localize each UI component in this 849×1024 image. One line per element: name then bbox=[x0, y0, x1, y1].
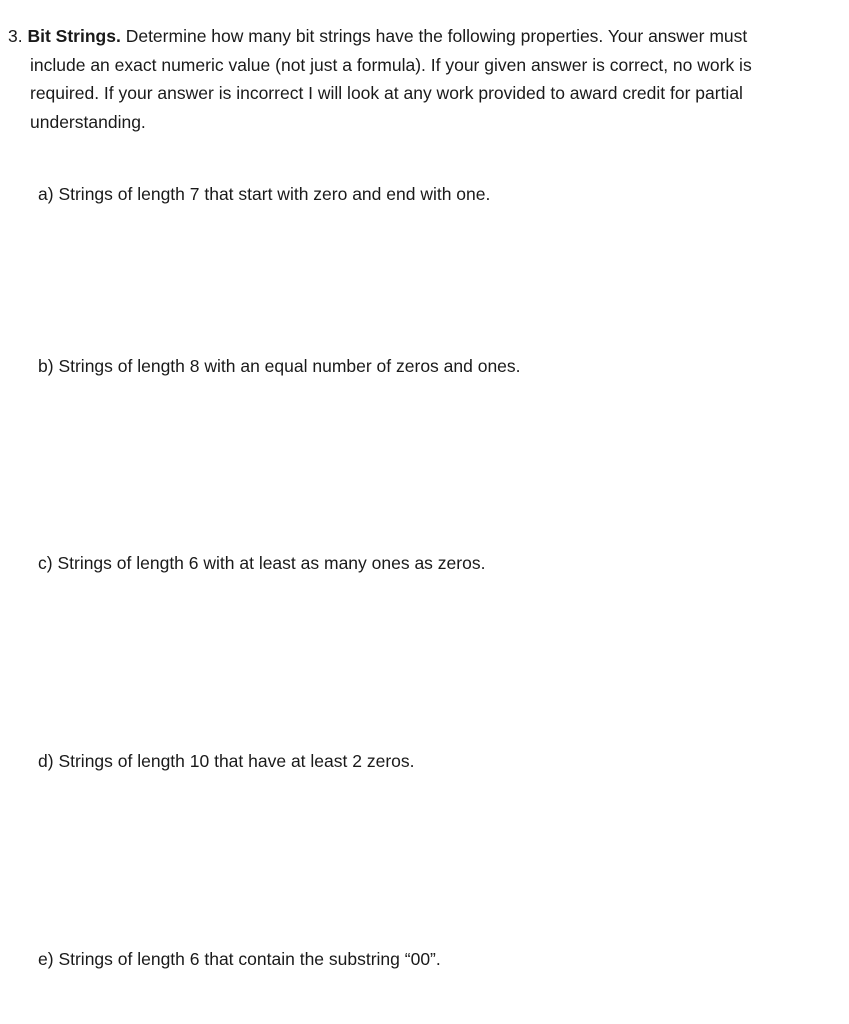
part-text: Strings of length 7 that start with zero and end with one. bbox=[58, 184, 491, 204]
question-text-line: required. If your answer is incorrect I will look at any work provided to award credit for partial bbox=[30, 83, 743, 104]
question-number: 3. bbox=[8, 26, 23, 46]
part-d bbox=[38, 749, 415, 773]
question-text-line: understanding. bbox=[30, 112, 146, 133]
part-label: a) bbox=[38, 184, 54, 204]
part-c bbox=[38, 551, 485, 575]
question-title: Bit Strings. bbox=[27, 26, 121, 46]
part-label: b) bbox=[38, 356, 54, 376]
part-label: e) bbox=[38, 949, 54, 969]
question-first-line bbox=[8, 22, 828, 51]
part-text: Strings of length 6 that contain the substring “00”. bbox=[58, 949, 441, 969]
part-a bbox=[38, 182, 490, 206]
part-text: Strings of length 8 with an equal number of zeros and ones. bbox=[58, 356, 521, 376]
question-text-line: include an exact numeric value (not just a formula). If your given answer is correct, no work is bbox=[30, 54, 752, 75]
part-b bbox=[38, 354, 521, 378]
question-text-line: Determine how many bit strings have the following properties. Your answer must bbox=[125, 26, 748, 46]
part-e bbox=[38, 947, 441, 971]
part-text: Strings of length 6 with at least as many ones as zeros. bbox=[57, 553, 486, 573]
part-label: c) bbox=[38, 553, 53, 573]
part-text: Strings of length 10 that have at least 2 zeros. bbox=[58, 751, 415, 771]
part-label: d) bbox=[38, 751, 54, 771]
question-block bbox=[8, 22, 828, 137]
